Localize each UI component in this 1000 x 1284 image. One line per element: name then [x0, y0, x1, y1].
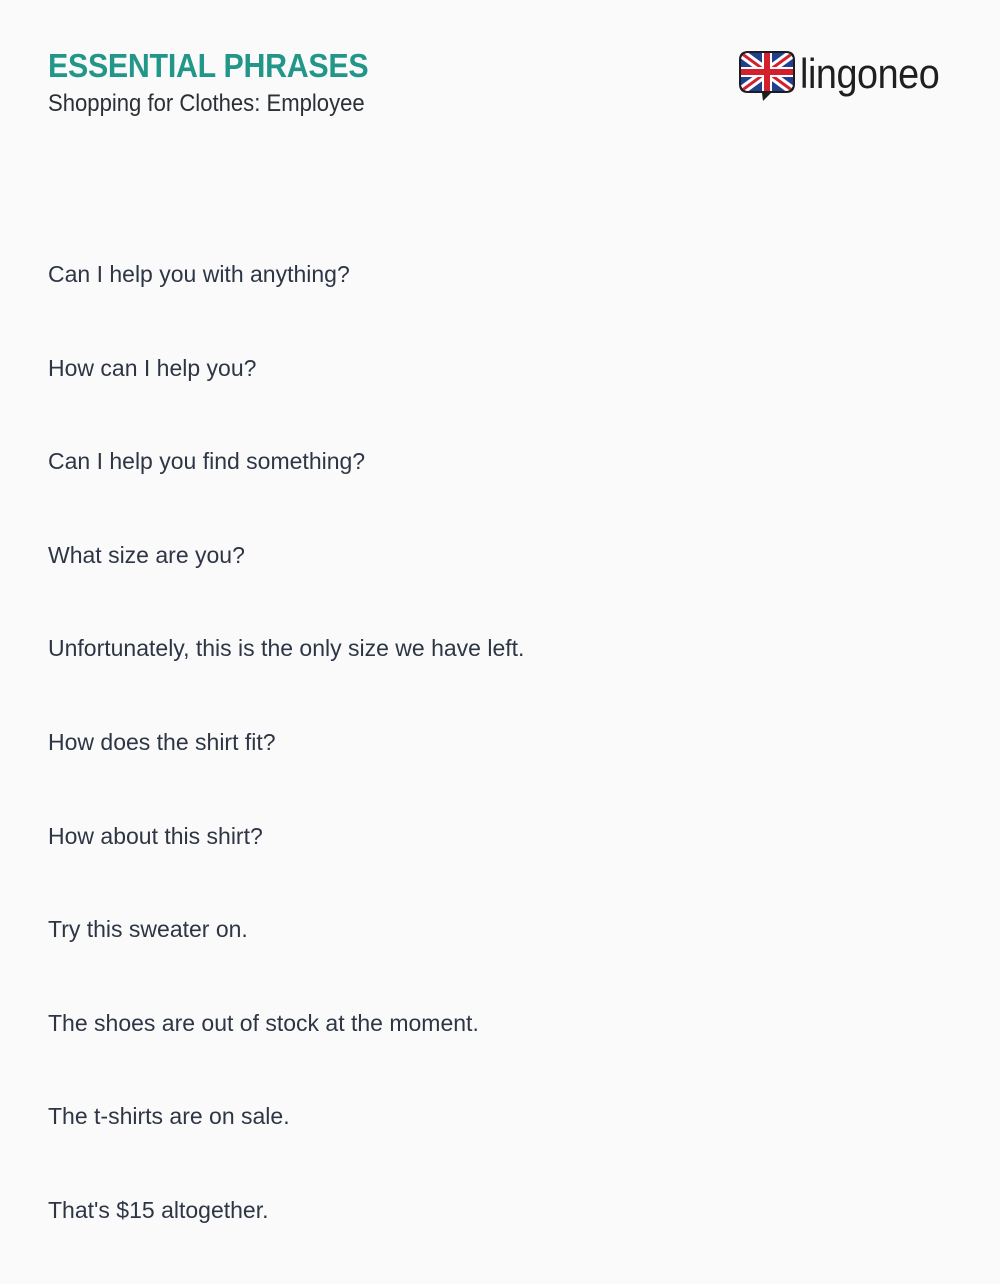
lingoneo-logo[interactable] [738, 50, 958, 106]
phrase-item: Can I help you with anything? [48, 261, 350, 287]
uk-flag-speech-bubble-icon [738, 50, 796, 104]
page-title: ESSENTIAL PHRASES [48, 47, 369, 84]
logo-wordmark: lingoneo [800, 50, 940, 97]
header [48, 46, 396, 119]
phrase-item: The shoes are out of stock at the moment. [48, 1009, 479, 1036]
phrase-item: What size are you? [48, 541, 245, 568]
phrase-item: The t-shirts are on sale. [48, 1103, 290, 1130]
phrase-item: How about this shirt? [48, 822, 263, 849]
phrase-item: How can I help you? [48, 354, 257, 381]
page-subtitle: Shopping for Clothes: Employee [48, 90, 365, 117]
phrase-list [48, 258, 524, 1284]
phrase-item: How does the shirt fit? [48, 728, 276, 755]
phrase-item: That's $15 altogether. [48, 1196, 269, 1223]
phrase-item: Can I help you find something? [48, 448, 366, 475]
phrase-item: Unfortunately, this is the only size we have left. [48, 635, 525, 662]
phrase-item: Try this sweater on. [48, 916, 248, 943]
